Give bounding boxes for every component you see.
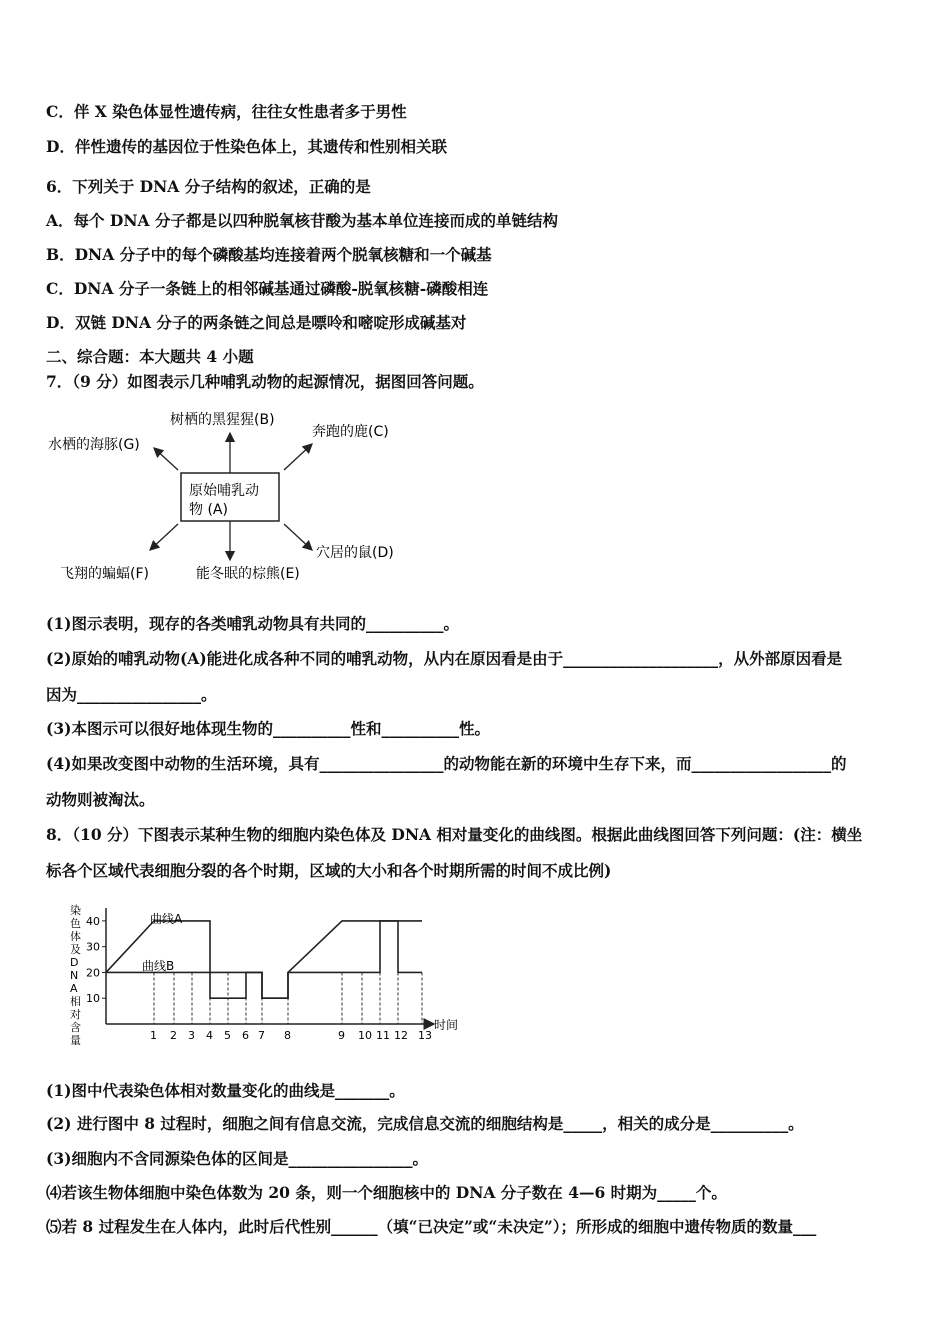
q6-option-d: D．双链 DNA 分子的两条链之间总是嘌呤和嘧啶形成碱基对	[46, 313, 467, 332]
arrow-c	[284, 444, 312, 470]
q7-stem: 7．（9 分）如图表示几种哺乳动物的起源情况，据图回答问题。	[46, 372, 484, 391]
y-axis-label-char: N	[70, 969, 79, 982]
q7-sub2a: (2)原始的哺乳动物(A)能进化成各种不同的哺乳动物，从内在原因看是由于____________________，从外部原因看是	[46, 649, 843, 668]
y-tick-label: 20	[86, 966, 100, 980]
section-heading: 二、综合题：本大题共 4 小题	[46, 347, 254, 366]
label-f: 飞翔的蝙蝠(F)	[60, 566, 149, 582]
q8-stem-a: 8．（10 分）下图表示某种生物的细胞内染色体及 DNA 相对量变化的曲线图。根据此曲线图回答下列问题：(注：横坐	[46, 825, 863, 844]
q7-sub1: (1)图示表明，现存的各类哺乳动物具有共同的__________。	[46, 614, 459, 633]
q6-stem: 6．下列关于 DNA 分子结构的叙述，正确的是	[46, 177, 371, 196]
y-axis-label-char: 及	[70, 943, 81, 956]
y-axis-label-char: 体	[70, 930, 81, 943]
x-tick-label: 12	[394, 1029, 408, 1042]
q6-option-b: B．DNA 分子中的每个磷酸基均连接着两个脱氧核糖和一个碱基	[46, 245, 492, 264]
y-tick-label: 30	[86, 940, 100, 954]
center-label-2: 物 (A)	[189, 502, 228, 518]
y-axis-label-char: D	[70, 956, 79, 969]
arrow-d	[284, 524, 312, 550]
x-tick-label: 6	[242, 1029, 249, 1042]
q8-stem-b: 标各个区域代表细胞分裂的各个时期，区域的大小和各个时期所需的时间不成比例)	[46, 861, 612, 880]
series-a-label: 曲线A	[150, 912, 183, 926]
q5-option-c: C．伴 X 染色体显性遗传病，往往女性患者多于男性	[46, 102, 407, 121]
x-tick-label: 5	[224, 1029, 231, 1042]
q8-sub2: (2) 进行图中 8 过程时，细胞之间有信息交流，完成信息交流的细胞结构是_____，相关的成分是__________。	[46, 1114, 804, 1133]
q7-sub4b: 动物则被淘汰。	[46, 790, 155, 809]
y-axis-label-char: 色	[70, 917, 81, 930]
series-b-label: 曲线B	[142, 959, 175, 973]
q7-sub2b: 因为________________。	[46, 685, 217, 704]
y-axis-label-char: 相	[70, 995, 81, 1008]
label-c: 奔跑的鹿(C)	[312, 424, 389, 440]
arrow-g	[154, 448, 178, 470]
center-label-1: 原始哺乳动	[189, 483, 259, 499]
label-d: 穴居的鼠(D)	[316, 545, 394, 561]
x-tick-label: 3	[188, 1029, 195, 1042]
label-b: 树栖的黑猩猩(B)	[170, 412, 275, 428]
y-tick-label: 40	[86, 914, 100, 928]
y-axis-label-char: 对	[70, 1008, 81, 1021]
y-tick-label: 10	[86, 992, 100, 1006]
y-axis-label-char: A	[70, 982, 78, 995]
x-tick-label: 9	[338, 1029, 345, 1042]
q7-sub4a: (4)如果改变图中动物的生活环境，具有________________的动物能在新的环境中生存下来，而__________________的	[46, 754, 847, 773]
q8-sub4: ⑷若该生物体细胞中染色体数为 20 条，则一个细胞核中的 DNA 分子数在 4—6 时期为_____个。	[46, 1183, 727, 1202]
label-e: 能冬眠的棕熊(E)	[196, 566, 300, 582]
q5-option-d: D．伴性遗传的基因位于性染色体上，其遗传和性别相关联	[46, 137, 447, 156]
arrow-f	[150, 524, 178, 550]
q7-sub3: (3)本图示可以很好地体现生物的__________性和__________性。	[46, 719, 490, 738]
x-tick-label: 13	[418, 1029, 432, 1042]
x-tick-label: 10	[358, 1029, 372, 1042]
q8-sub3: (3)细胞内不含同源染色体的区间是________________。	[46, 1149, 428, 1168]
mammal-origin-diagram	[44, 400, 424, 590]
q6-option-a: A．每个 DNA 分子都是以四种脱氧核苷酸为基本单位连接而成的单链结构	[46, 211, 558, 230]
y-axis-label	[70, 903, 81, 1047]
chromosome-dna-chart	[66, 896, 486, 1052]
y-axis-label-char: 染	[70, 904, 81, 917]
x-tick-label: 11	[376, 1029, 390, 1042]
q8-sub5: ⑸若 8 过程发生在人体内，此时后代性别______（填“已决定”或“未决定”）；所形成的细胞中遗传物质的数量___	[46, 1217, 817, 1236]
y-axis-label-char: 含	[70, 1021, 81, 1034]
x-tick-label: 7	[258, 1029, 265, 1042]
x-tick-label: 1	[150, 1029, 157, 1042]
label-g: 水栖的海豚(G)	[48, 437, 140, 453]
q8-sub1: (1)图中代表染色体相对数量变化的曲线是_______。	[46, 1081, 405, 1100]
x-tick-label: 8	[284, 1029, 291, 1042]
y-axis-label-char: 量	[70, 1034, 81, 1047]
x-axis-label: 时间	[434, 1018, 459, 1032]
x-tick-label: 4	[206, 1029, 213, 1042]
x-tick-label: 2	[170, 1029, 177, 1042]
q6-option-c: C．DNA 分子一条链上的相邻碱基通过磷酸-脱氧核糖-磷酸相连	[46, 279, 489, 298]
